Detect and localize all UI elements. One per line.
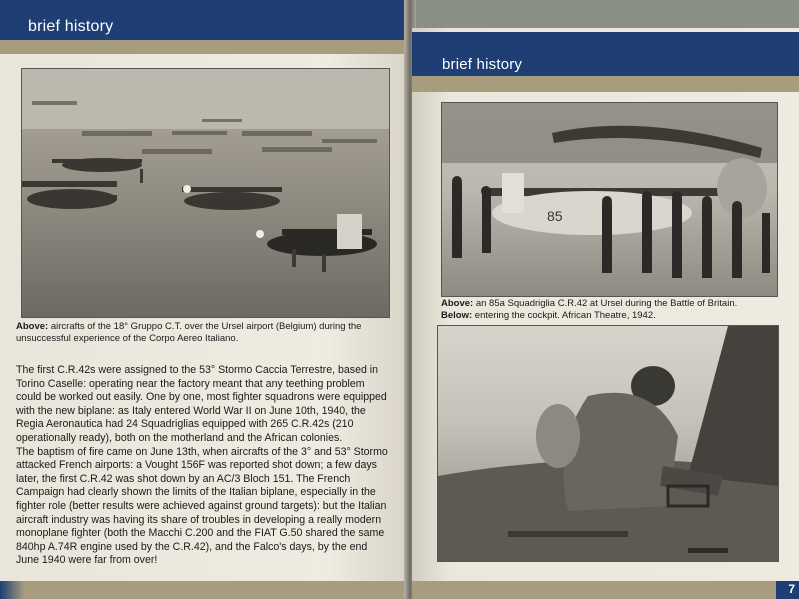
caption-above xyxy=(441,298,781,310)
history-text xyxy=(16,364,388,568)
airfield-biplanes-illustration xyxy=(22,69,389,317)
right-footer-band xyxy=(412,581,799,599)
caption-below-label: Below: xyxy=(441,310,473,321)
cockpit-entry-photo xyxy=(437,325,779,562)
pilot-cockpit-illustration xyxy=(438,326,778,561)
left-footer-band xyxy=(0,581,408,599)
caption-below xyxy=(441,310,781,322)
caption-label: Above: xyxy=(16,321,49,332)
left-header-band xyxy=(0,40,408,54)
right-captions xyxy=(441,298,781,322)
page-number: 7 xyxy=(788,582,795,596)
paragraph-1: The first C.R.42s were assigned to the 53° Stormo Caccia Terrestre, based in Torino Caselle: operating near the factory meant that any teething problem could be worked out easily. One by one, most fighter squadrons were equipped with the new biplane: as Italy entered World War II on June 10th, 1940, the Regia Aeronautica had 24 Squadriglias equipped with 265 C.R.42s (210 operationally ready), both on the motherland and the African colonies. xyxy=(16,364,387,444)
caption-below-text: entering the cockpit. African Theatre, 1942. xyxy=(474,310,656,321)
ursel-airport-photo xyxy=(21,68,390,318)
left-page-header: brief history xyxy=(28,18,114,35)
caption-above-text: an 85a Squadriglia C.R.42 at Ursel during the Battle of Britain. xyxy=(475,298,738,309)
caption-above-label: Above: xyxy=(441,298,474,309)
right-page xyxy=(412,28,799,599)
paragraph-2: The baptism of fire came on June 13th, when aircrafts of the 3° and 53° Stormo attacked French airports: a Vought 156F was reported shot down; a few days later, the first C.R.42 was shot down by an AC/3 Bloch 151. The French Campaign had clearly shown the limits of the Italian biplane, especially in the fighter role (better results were achieved against ground targets): but the Italian aircraft industry was having its share of troubles in developing a really modern monoplane fighter (both the Macchi C.200 and the FIAT G.50 shared the same 840hp A.74R engine used by the C.R.42), and the Falco's days, by the end June 1940 were far from over! xyxy=(16,445,388,567)
svg-text:85: 85 xyxy=(547,208,563,224)
left-photo-caption xyxy=(16,321,388,345)
right-header-band xyxy=(412,76,799,92)
caption-text: aircrafts of the 18° Gruppo C.T. over the Ursel airport (Belgium) during the unsuccessful experience of the Corpo Aereo Italiano. xyxy=(16,321,362,344)
cr42-biplane-illustration xyxy=(442,103,777,296)
cr42-ursel-photo xyxy=(441,102,778,297)
right-page-header: brief history xyxy=(442,56,523,73)
